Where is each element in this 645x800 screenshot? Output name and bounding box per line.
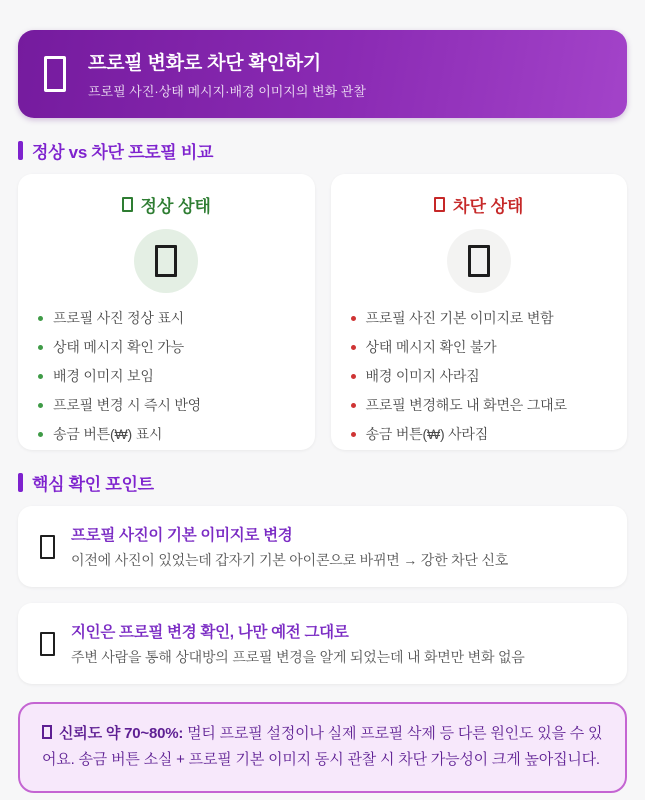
list-item-label: 배경 이미지 사라짐 xyxy=(365,368,480,384)
list-item xyxy=(351,367,608,386)
list-item xyxy=(38,425,295,444)
bullet-dot-icon xyxy=(351,432,356,437)
normal-state-title: 정상 상태 xyxy=(140,197,211,216)
list-item xyxy=(38,367,295,386)
blocked-state-card xyxy=(331,174,628,450)
section-title-key-points: 핵심 확인 포인트 xyxy=(32,474,154,494)
page-title: 프로필 변화로 차단 확인하기 xyxy=(88,53,322,74)
bullet-dot-icon xyxy=(351,345,356,350)
blocked-state-title-row xyxy=(351,192,608,217)
normal-state-card xyxy=(18,174,315,450)
list-item xyxy=(38,338,295,357)
section-heading-comparison xyxy=(18,140,627,160)
section-accent-bar xyxy=(18,473,23,492)
bullet-dot-icon xyxy=(38,432,43,437)
bullet-dot-icon xyxy=(38,403,43,408)
keypoint-card-profile-photo xyxy=(18,506,627,587)
section-accent-bar xyxy=(18,141,23,160)
comparison-grid xyxy=(18,174,627,450)
bullet-dot-icon xyxy=(351,316,356,321)
section-title-comparison: 정상 vs 차단 프로필 비교 xyxy=(32,142,214,162)
reliability-note xyxy=(18,702,627,793)
blocked-state-title: 차단 상태 xyxy=(453,197,524,216)
keypoint-card-friends-see-change xyxy=(18,603,627,684)
list-item-label: 프로필 사진 정상 표시 xyxy=(53,310,184,326)
list-item xyxy=(351,425,608,444)
normal-state-title-row xyxy=(38,192,295,217)
keypoint-placeholder-icon xyxy=(40,632,55,656)
list-item xyxy=(351,338,608,357)
normal-status-icon xyxy=(122,197,133,212)
list-item-label: 상태 메시지 확인 가능 xyxy=(53,339,184,355)
keypoint-body: 이전에 사진이 있었는데 갑자기 기본 아이콘으로 바뀌면 → 강한 차단 신호 xyxy=(71,552,509,568)
list-item-label: 프로필 변경해도 내 화면은 그대로 xyxy=(365,397,567,413)
header-text xyxy=(88,48,366,100)
list-item-label: 상태 메시지 확인 불가 xyxy=(365,339,497,355)
blocked-avatar xyxy=(447,229,511,293)
bullet-dot-icon xyxy=(38,316,43,321)
normal-avatar xyxy=(134,229,198,293)
normal-feature-list xyxy=(38,309,295,444)
keypoint-placeholder-icon xyxy=(40,535,55,559)
list-item xyxy=(351,396,608,415)
header-banner xyxy=(18,30,627,118)
list-item-label: 프로필 사진 기본 이미지로 변함 xyxy=(365,310,554,326)
keypoint-text xyxy=(71,620,525,667)
note-body: 멀티 프로필 설정이나 실제 프로필 삭제 등 다른 원인도 있을 수 있어요. 송금 버튼 소실 + 프로필 기본 이미지 동시 관찰 시 차단 가능성이 크게 높아집니다. xyxy=(42,725,603,769)
keypoint-text xyxy=(71,523,508,570)
list-item-label: 프로필 변경 시 즉시 반영 xyxy=(53,397,201,413)
header-placeholder-icon xyxy=(44,56,66,92)
keypoint-title: 프로필 사진이 기본 이미지로 변경 xyxy=(71,527,293,544)
bullet-dot-icon xyxy=(38,374,43,379)
normal-avatar-placeholder-icon xyxy=(155,245,177,277)
list-item-label: 송금 버튼(₩) 사라짐 xyxy=(365,426,489,442)
bullet-dot-icon xyxy=(38,345,43,350)
note-placeholder-icon xyxy=(42,725,52,739)
list-item xyxy=(351,309,608,328)
list-item xyxy=(38,309,295,328)
blocked-avatar-placeholder-icon xyxy=(468,245,490,277)
keypoint-body: 주변 사람을 통해 상대방의 프로필 변경을 알게 되었는데 내 화면만 변화 없음 xyxy=(71,649,525,665)
bullet-dot-icon xyxy=(351,374,356,379)
page-subtitle: 프로필 사진·상태 메시지·배경 이미지의 변화 관찰 xyxy=(88,84,366,99)
keypoint-title: 지인은 프로필 변경 확인, 나만 예전 그대로 xyxy=(71,624,349,641)
list-item-label: 송금 버튼(₩) 표시 xyxy=(53,426,163,442)
note-lead: 신뢰도 약 70~80%: xyxy=(59,725,184,742)
section-heading-key-points xyxy=(18,472,627,492)
list-item xyxy=(38,396,295,415)
blocked-status-icon xyxy=(434,197,445,212)
bullet-dot-icon xyxy=(351,403,356,408)
blocked-feature-list xyxy=(351,309,608,444)
list-item-label: 배경 이미지 보임 xyxy=(53,368,154,384)
